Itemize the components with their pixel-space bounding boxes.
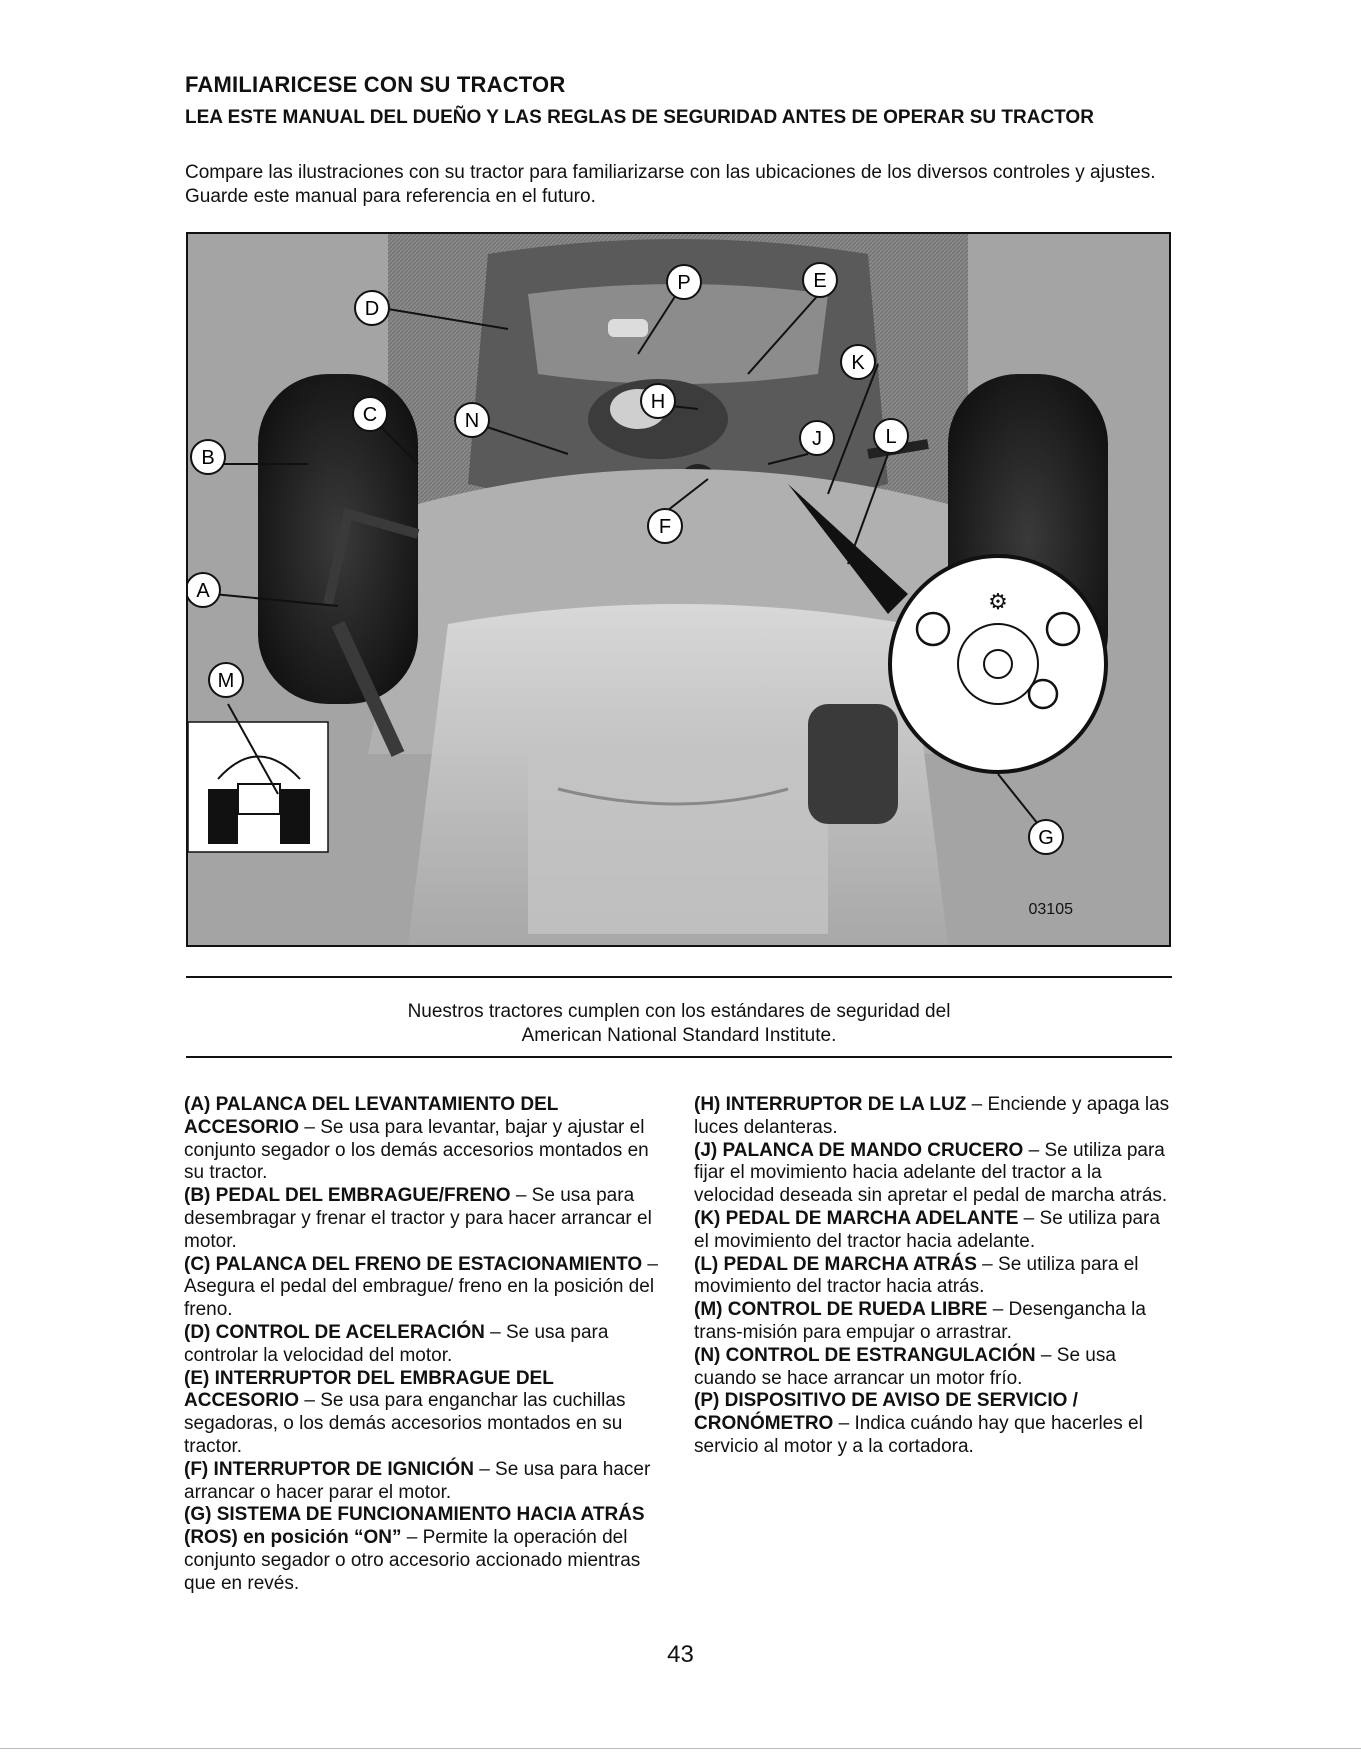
callout-m	[209, 663, 243, 697]
start-icon: ⚙	[988, 590, 1008, 615]
service-meter-icon	[608, 319, 648, 337]
svg-text:L: L	[885, 426, 897, 448]
tractor-controls-illustration	[186, 232, 1171, 947]
callout-d	[355, 291, 389, 325]
item-j: (J) PALANCA DE MANDO CRUCERO – Se utiliza para fijar el movimiento hacia adelante del tractor a la velocidad deseada sin apretar el pedal de marcha atrás.	[694, 1139, 1168, 1207]
item-m: (M) CONTROL DE RUEDA LIBRE – Desengancha la trans-misión para empujar o arrastrar.	[694, 1299, 1146, 1343]
item-e: (E) INTERRUPTOR DEL EMBRAGUE DEL ACCESORIO – Se usa para enganchar las cuchillas segadoras, o los demás accesorios montados en su tractor.	[184, 1367, 626, 1457]
callout-h	[641, 384, 675, 418]
svg-text:B: B	[201, 447, 215, 469]
callout-p	[667, 265, 701, 299]
item-h: (H) INTERRUPTOR DE LA LUZ – Enciende y apaga las luces delanteras.	[694, 1094, 1170, 1138]
svg-text:G: G	[1038, 827, 1054, 849]
svg-text:J: J	[812, 428, 822, 450]
standards-note	[186, 1000, 1172, 1048]
page-subtitle: LEA ESTE MANUAL DEL DUEÑO Y LAS REGLAS DE SEGURIDAD ANTES DE OPERAR SU TRACTOR	[185, 107, 1094, 128]
svg-text:N: N	[464, 410, 480, 432]
divider-top	[186, 976, 1172, 978]
item-c: (C) PALANCA DEL FRENO DE ESTACIONAMIENTO – Asegura el pedal del embrague/ freno en la posición del freno.	[184, 1253, 658, 1321]
svg-text:M: M	[217, 670, 235, 692]
standards-line-1: Nuestros tractores cumplen con los estándares de seguridad del	[407, 1001, 951, 1022]
svg-text:A: A	[196, 580, 210, 602]
svg-text:P: P	[677, 272, 691, 294]
item-f: (F) INTERRUPTOR DE IGNICIÓN – Se usa para hacer arrancar o hacer parar el motor.	[184, 1458, 651, 1503]
svg-text:F: F	[658, 516, 672, 538]
figure-number: 03105	[1028, 901, 1073, 918]
svg-text:E: E	[813, 270, 827, 292]
svg-text:C: C	[362, 404, 378, 426]
page-title: FAMILIARICESE CON SU TRACTOR	[185, 72, 566, 97]
item-p: (P) DISPOSITIVO DE AVISO DE SERVICIO / CRONÓMETRO – Indica cuándo hay que hacerles el servicio al motor y a la cortadora.	[694, 1390, 1143, 1457]
standards-line-2: American National Standard Institute.	[521, 1025, 837, 1046]
item-k: (K) PEDAL DE MARCHA ADELANTE – Se utiliza para el movimiento del tractor hacia adelante.	[694, 1207, 1160, 1252]
control-descriptions-left	[184, 1094, 664, 1596]
svg-text:H: H	[650, 391, 666, 413]
scan-edge	[0, 1748, 1361, 1749]
pedal	[808, 704, 898, 824]
callout-l	[874, 419, 908, 453]
callout-c	[353, 397, 387, 431]
callout-a	[188, 573, 220, 607]
item-d: (D) CONTROL DE ACELERACIÓN – Se usa para controlar la velocidad del motor.	[184, 1321, 609, 1366]
tractor-illustration-svg	[188, 234, 1169, 945]
control-descriptions-right	[694, 1094, 1174, 1459]
callout-e	[803, 263, 837, 297]
svg-text:K: K	[851, 352, 865, 374]
item-g: (G) SISTEMA DE FUNCIONAMIENTO HACIA ATRÁS (ROS) en posición “ON” – Permite la operación del conjunto segador o otro accesorio accionado mientras que en revés.	[184, 1504, 645, 1594]
page-number: 43	[667, 1641, 694, 1668]
item-a: (A) PALANCA DEL LEVANTAMIENTO DEL ACCESORIO – Se usa para levantar, bajar y ajustar el conjunto segador o los demás accesorios montados en su tractor.	[184, 1094, 649, 1184]
item-n: (N) CONTROL DE ESTRANGULACIÓN – Se usa cuando se hace arrancar un motor frío.	[694, 1344, 1116, 1389]
callout-g	[1029, 820, 1063, 854]
callout-j	[800, 421, 834, 455]
callout-n	[455, 403, 489, 437]
intro-paragraph: Compare las ilustraciones con su tractor para familiarizarse con las ubicaciones de los diversos controles y ajustes. Guarde este manual para referencia en el futuro.	[185, 162, 1156, 207]
divider-bottom	[186, 1056, 1172, 1058]
item-b: (B) PEDAL DEL EMBRAGUE/FRENO – Se usa para desembragar y frenar el tractor y para hacer arrancar el motor.	[184, 1185, 652, 1252]
callout-k	[841, 345, 875, 379]
svg-text:D: D	[364, 298, 380, 320]
callout-f	[648, 509, 682, 543]
callout-b	[191, 440, 225, 474]
item-l: (L) PEDAL DE MARCHA ATRÁS – Se utiliza para el movimiento del tractor hacia atrás.	[694, 1253, 1139, 1298]
